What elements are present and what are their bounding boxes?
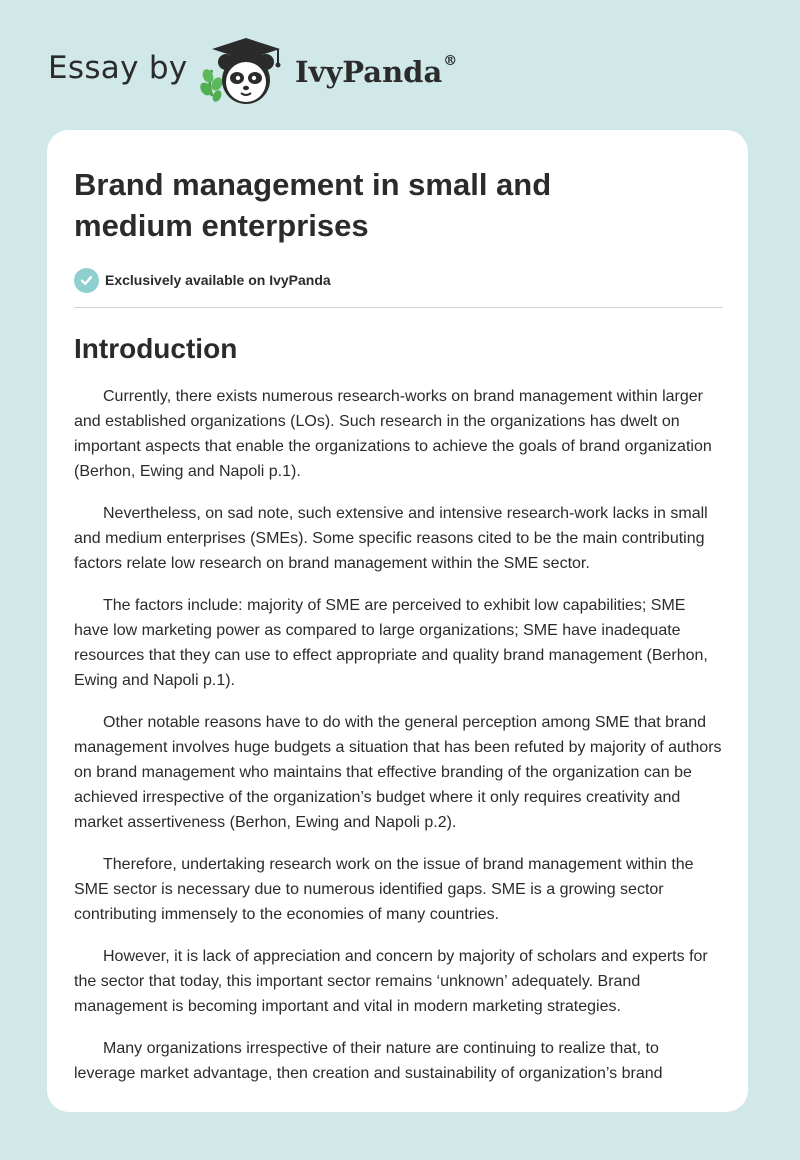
essay-content [74, 164, 723, 1103]
brand-logo-text[interactable] [295, 55, 457, 89]
exclusive-badge [74, 267, 723, 293]
registered-mark: ® [443, 53, 458, 69]
brand-name-text: IvyPanda [295, 55, 443, 89]
section-heading: Introduction [74, 333, 238, 364]
essay-by-label: Essay by [48, 50, 188, 86]
paragraph: Many organizations irrespective of their nature are continuing to realize that, to leverage market advantage, then creation and sustainability of organization’s brand [74, 1040, 663, 1082]
paragraph: The factors include: majority of SME are perceived to exhibit low capabilities; SME have low marketing power as compared to large organizations; SME have inadequate resources that they can use to effect appropriate and quality brand management (Berhon, Ewing and Napoli p.1). [74, 597, 708, 689]
divider [74, 307, 723, 308]
paragraph: Therefore, undertaking research work on the issue of brand management within the SME sector is necessary due to numerous identified gaps. SME is a growing sector contributing immensely to the economies of many countries. [74, 856, 694, 923]
checkmark-circle-icon [74, 268, 99, 293]
site-header [0, 0, 800, 120]
essay-card [47, 130, 748, 1112]
paragraph: Nevertheless, on sad note, such extensive and intensive research-work lacks in small and medium enterprises (SMEs). Some specific reasons cited to be the main contributing factors relate low research on brand management within the SME sector. [74, 505, 708, 572]
paragraph: Other notable reasons have to do with the general perception among SME that brand management involves huge budgets a situation that has been refuted by majority of authors on brand management who maintains that effective branding of the organization can be achieved irrespective of the organization’s budget where it only requires creativity and market assertiveness (Berhon, Ewing and Napoli p.2). [74, 714, 722, 831]
panda-graduate-icon[interactable] [198, 34, 294, 110]
paragraph: Currently, there exists numerous research-works on brand management within larger and established organizations (LOs). Such research in the organizations has dwelt on important aspects that enable the organizations to achieve the goals of brand organization (Berhon, Ewing and Napoli p.1). [74, 388, 712, 480]
exclusive-badge-label: Exclusively available on IvyPanda [105, 272, 331, 288]
paragraph: However, it is lack of appreciation and concern by majority of scholars and experts for the sector that today, this important sector remains ‘unknown’ adequately. Brand management is becoming important and vital in modern marketing strategies. [74, 948, 708, 1015]
essay-body [74, 384, 723, 1086]
essay-title: Brand management in small and medium enterprises [74, 167, 552, 243]
